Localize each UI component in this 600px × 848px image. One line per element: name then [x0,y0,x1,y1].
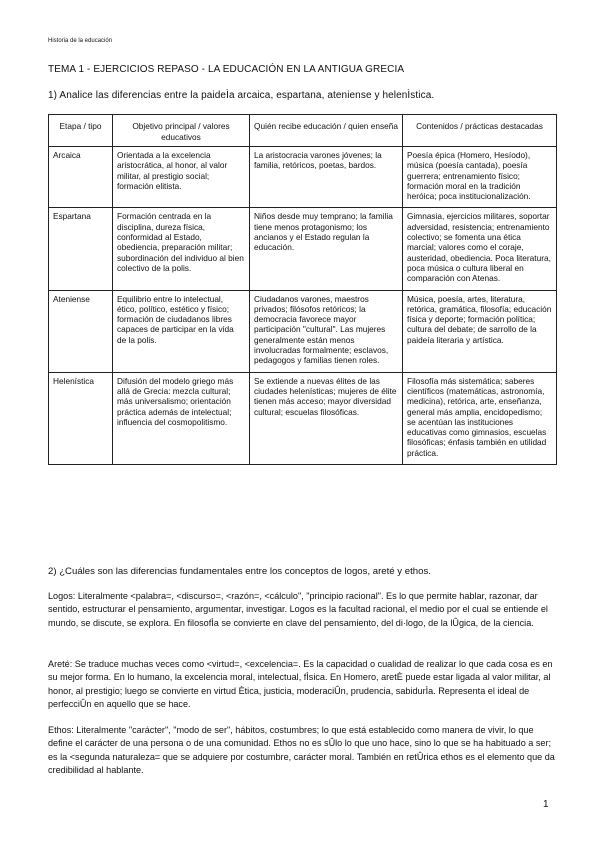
cell-contents: Música, poesía, artes, literatura, retórica, gramática, filosofía; educación física y deporte; formación política; cultura del debate; de sarrollo de la paideía literaria y artística. [403,290,557,372]
header-who: Quién recibe educación / quien enseña [250,115,403,147]
table-header-row [49,115,557,147]
table-row [49,372,557,464]
paragraph-ethos: Ethos: Literalmente "carácter", "modo de ser", hábitos, costumbres; lo que está establecido como manera de vivir, lo que define el carácter de una persona o de una comunidad. Ethos no es sÛlo lo que uno hace, sino lo que se ha habituado a ser; es la <segunda naturaleza= que se adquiere por costumbre, carácter moral. También en retÛrica ethos es el elemento que da credibilidad al hablante. [48,725,555,775]
running-header: Historia de la educación [48,38,113,44]
header-contents: Contenidos / prácticas destacadas [403,115,557,147]
cell-stage: Ateniense [49,290,113,372]
table-row [49,147,557,208]
cell-objective: Difusión del modelo griego más allá de Grecia: mezcla cultural; más universalismo; orientación práctica además de intelectual; influencia del cosmopolitismo. [113,372,250,464]
document-title: TEMA 1 - EJERCICIOS REPASO - LA EDUCACIÓN EN LA ANTIGUA GRECIA [48,64,405,75]
cell-contents: Poesía épica (Homero, Hesíodo), música (poesía cantada), poesía guerrera; entrenamiento físico; formación moral en la tradición heróica; poca institucionalización. [403,147,557,208]
table-row [49,208,557,290]
paragraph-arete: Areté: Se traduce muchas veces como <virtud=, <excelencia=. Es la capacidad o cualidad de realizar lo que cada cosa es en su mejor forma. En lo humano, la excelencia moral, intelectual, fÌsica. En Homero, aretÈ puede estar ligada al valor militar, al honor, al prestigio; luego se convierte en virtud Ètica, justicia, moderaciÛn, prudencia, sabidurÌa. Representa el ideal de perfecciÛn en aquello que se hace. [48,659,553,709]
table-row [49,290,557,372]
cell-objective: Orientada a la excelencia aristocrática, al honor, al valor militar, al prestigio social; formación elitista. [113,147,250,208]
cell-who: La aristocracia varones jóvenes; la familia, retóricos, poetas, bardos. [250,147,403,208]
paragraph-logos: Logos: Literalmente <palabra=, <discurso=, <razón=, <cálculo", "principio racional". Es lo que permite hablar, razonar, dar sentido, estructurar el pensamiento, argumentar, investigar. Logos es la facultad racional, el medio por el cual se entiende el mundo, se discute, se explora. En filosofÌa se convierte en clave del pensamiento, del di·logo, de la lÛgica, de la ciencia. [48,591,548,628]
cell-stage: Arcaica [49,147,113,208]
cell-who: Ciudadanos varones, maestros privados; filósofos retóricos; la democracia favorece mayor participación "cultural". Las mujeres generalmente están menos involucradas formalmente; esclavos, pedagogos y familias tienen roles. [250,290,403,372]
cell-contents: Filosofía más sistemática; saberes científicos (matemáticas, astronomía, medicina), retórica, arte, enseñanza, general más amplia, encidopedismo; se acentúan las instituciones educativas como gimnasios, escuelas filosóficas; énfasis también en utilidad práctica. [403,372,557,464]
cell-objective: Equilibrio entre lo intelectual, ético, político, estético y físico; formación de ciudadanos libres capaces de participar en la vida de la polis. [113,290,250,372]
header-objective: Objetivo principal / valores educativos [113,115,250,147]
cell-stage: Espartana [49,208,113,290]
cell-objective: Formación centrada en la disciplina, dureza física, conformidad al Estado, obediencia, preparación militar; subordinación del individuo al bien colectivo de la polis. [113,208,250,290]
comparison-table [48,114,557,465]
question-1: 1) Analice las diferencias entre la paideÌa arcaica, espartana, ateniense y helenÌstica. [48,90,435,101]
cell-who: Niños desde muy temprano; la familia tiene menos protagonismo; los ancianos y el Estado regulan la educación. [250,208,403,290]
cell-who: Se extiende a nuevas élites de las ciudades helenísticas; mujeres de élite tienen más acceso; mayor diversidad cultural; escuelas filosóficas. [250,372,403,464]
cell-contents: Gimnasia, ejercicios militares, soportar adversidad, resistencia; entrenamiento colectivo; se fomenta una ética marcial; valores como el coraje, austeridad, obediencia. Poca literatura, poca música o cultura liberal en comparación con Atenas. [403,208,557,290]
question-2: 2) ¿Cuáles son las diferencias fundamentales entre los conceptos de logos, areté y ethos. [48,566,431,577]
page-number: 1 [543,799,549,810]
cell-stage: Helenística [49,372,113,464]
header-stage: Etapa / tipo [49,115,113,147]
